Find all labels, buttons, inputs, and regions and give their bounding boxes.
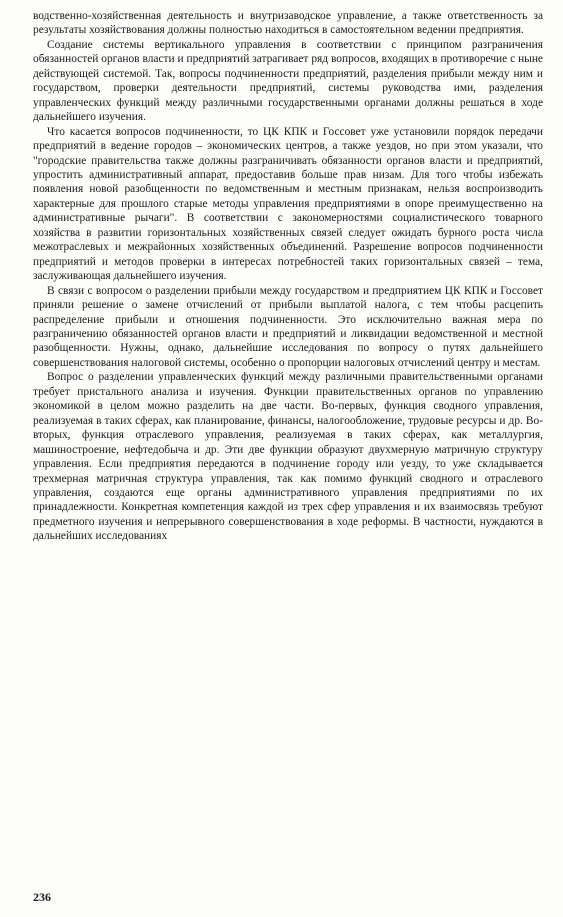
paragraph-5: Вопрос о разделении управленческих функций между различными правительственными органами требует пристального анализа и изучения. Функции правительственных органов по управлению экономикой в целом можно разделить на две части. Во-первых, функция сводного управления, реализуемая в таких сферах, как планирование, финансы, налогообложение, трудовые ресурсы и др. Во-вторых, функция отраслевого управления, реализуемая в таких сферах, как металлургия, машиностроение, нефтедобыча и др. Эти две функции образуют двухмерную матричную структуру управления. Если предприятия передаются в подчинение городу или уезду, то уже складывается трехмерная матричная структура управления, так как помимо функций сводного и отраслевого управления, создаются еще органы административного управления предприятиями по их принадлежности. Конкретная компетенция каждой из трех сфер управления и их взаимосвязь требуют предметного изучения и непрерывного совершенствования в ходе реформы. В частности, нуждаются в дальнейших исследованиях [33,371,543,543]
paragraph-1: водственно-хозяйственная деятельность и внутризаводское управление, а также ответственность за результаты хозяйствования должны полностью находиться в самостоятельном ведении предприятия. [33,10,543,37]
paragraph-4: В связи с вопросом о разделении прибыли между государством и предприятием ЦК КПК и Госсовет приняли решение о замене отчислений от прибыли выплатой налога, с тем чтобы расцепить распределение прибыли и отношения подчиненности. Это исключительно важная мера по разграничению обязанностей органов власти и предприятий и ликвидации ведомственной и местной разобщенности. Нужны, однако, дальнейшие исследования по вопросу о путях дальнейшего совершенствования налоговой системы, особенно о пропорции налоговых отчислений центру и местам. [33,284,543,369]
paragraph-2: Создание системы вертикального управления в соответствии с принципом разграничения обязанностей органов власти и предприятий затрагивает ряд вопросов, входящих в противоречие с ныне действующей системой. Так, вопросы подчиненности предприятий, разделения прибыли между ним и государством, проверки деятельности предприятий, системы руководства ими, разделения управленческих функций между различными государственными органами должны решаться в ходе дальнейшего изучения. [33,38,543,124]
paragraph-3: Что касается вопросов подчиненности, то ЦК КПК и Госсовет уже установили порядок передачи предприятий в ведение городов – экономических центров, а также уездов, но при этом указали, что "городские правительства также должны разграничивать обязанности органов власти и предприятий, упростить административный аппарат, предоставив больше прав низам. Для того чтобы избежать появления новой разобщенности по ведомственным и местным признакам, нельзя воспроизводить характерные для прошлого старые методы управления предприятиями в опоре преимущественно на административные рычаги". В соответствии с закономерностями социалистического товарного хозяйства в развитии горизонтальных хозяйственных связей следует ожидать бурного роста числа межотраслевых и межрайонных хозяйственных объединений. Разрешение вопросов подчиненности предприятий и методов проверки в интересах потребностей таких горизонтальных связей – тема, заслуживающая дальнейшего изучения. [33,125,543,283]
page-number: 236 [33,890,51,904]
body-text [33,9,543,544]
